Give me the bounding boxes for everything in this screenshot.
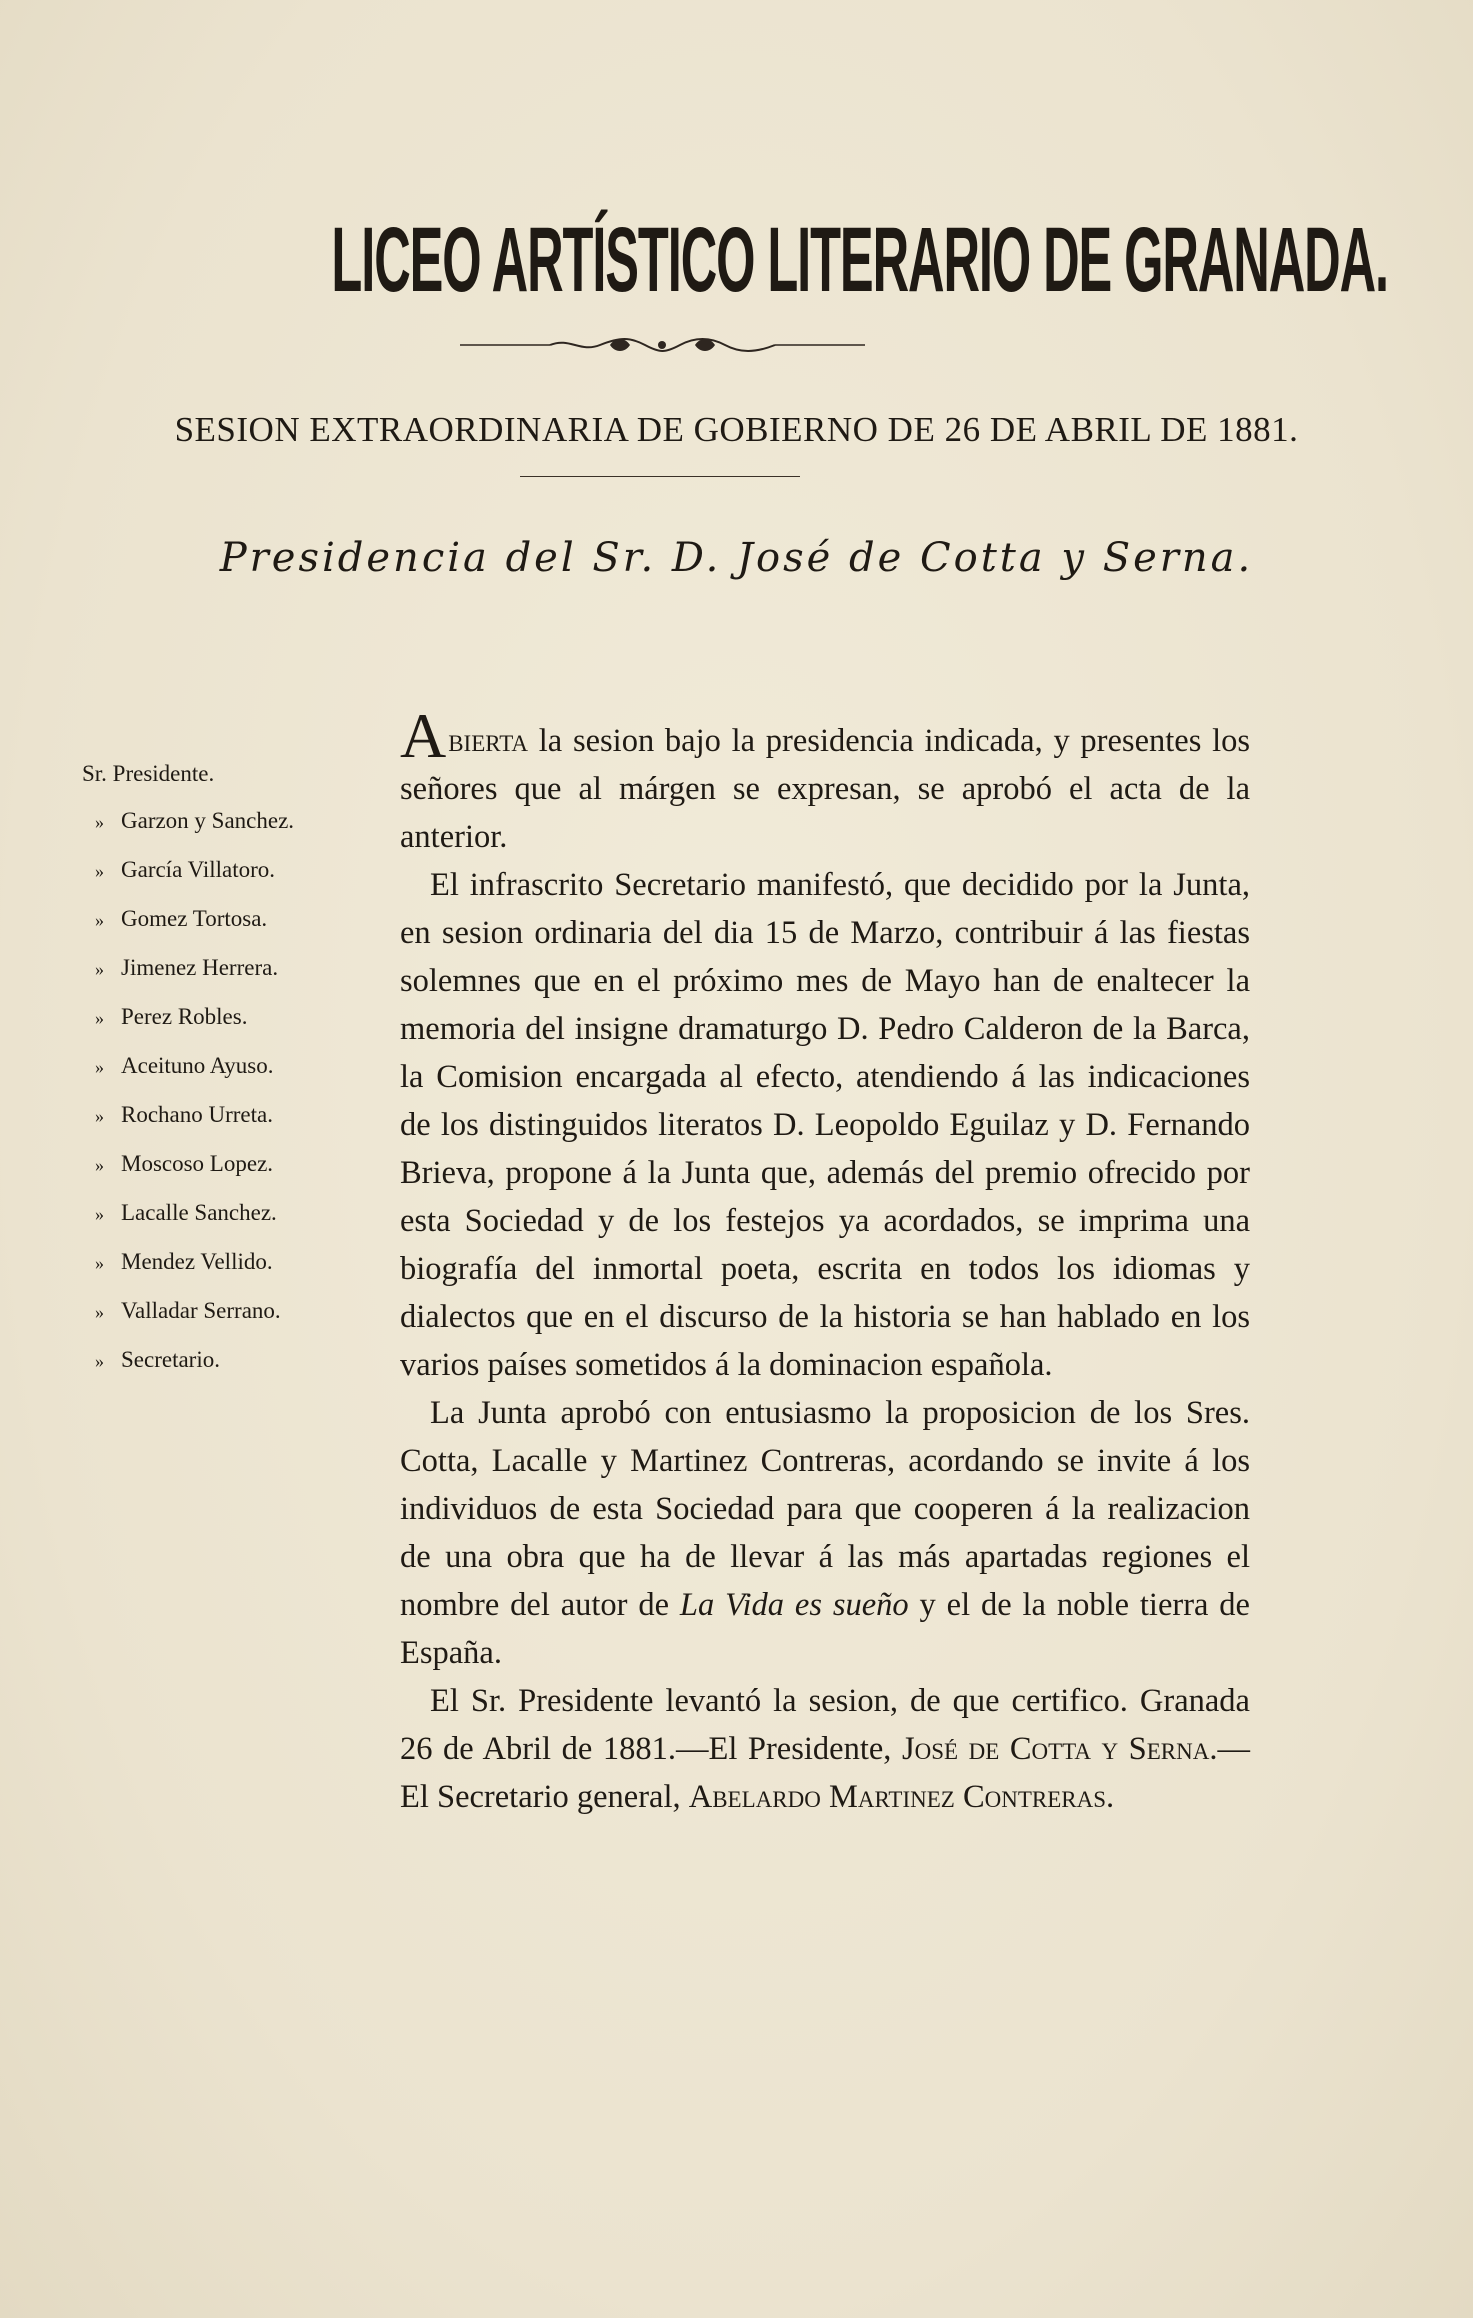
paragraph-closing: El Sr. Presidente levantó la sesion, de que certifico. Granada 26 de Abril de 1881.—El Presidente, José de Cotta y Serna.—El Secretario general, Abelardo Martinez Contreras. bbox=[400, 1683, 1250, 1815]
list-item: » García Villatoro. bbox=[95, 857, 276, 882]
work-title: La Vida es sueño bbox=[679, 1587, 909, 1623]
document-title: LICEO ARTÍSTICO LITERARIO DE GRANADA. bbox=[331, 209, 1388, 311]
session-subtitle: SESION EXTRAORDINARIA DE GOBIERNO DE 26 DE ABRIL DE 1881. bbox=[174, 410, 1299, 449]
list-item: » Secretario. bbox=[95, 1347, 220, 1372]
attendees-list bbox=[82, 750, 382, 1385]
ornament-divider-icon bbox=[460, 333, 865, 357]
list-item: » Aceituno Ayuso. bbox=[95, 1053, 274, 1078]
president-signature: José de Cotta y Serna bbox=[901, 1731, 1210, 1767]
paragraph-proposal: El infrascrito Secretario manifestó, que decidido por la Junta, en sesion ordinaria del dia 15 de Marzo, contribuir á las fiestas solemnes que en el próximo mes de Mayo han de enaltecer la memoria del insigne dramaturgo D. Pedro Calderon de la Barca, la Comision encargada al efecto, atendiendo á las indicaciones de los distinguidos literatos D. Leopoldo Eguilaz y D. Fernando Brieva, propone á la Junta que, además del premio ofrecido por esta Sociedad y de los festejos ya acordados, se imprima una biografía del inmortal poeta, escrita en todos los idiomas y dialectos que en el discurso de la historia se han hablado en los varios países sometidos á la dominacion española. bbox=[400, 867, 1250, 1383]
list-item: » Garzon y Sanchez. bbox=[95, 808, 295, 833]
divider-rule bbox=[520, 476, 800, 477]
minutes-body bbox=[400, 700, 1250, 1821]
paragraph-opening: Abierta la sesion bajo la presidencia indicada, y presentes los señores que al márgen se expresan, se aprobó el acta de la anterior. bbox=[400, 700, 1250, 855]
list-item: » Rochano Urreta. bbox=[95, 1102, 273, 1127]
secretary-signature: Abelardo Martinez Contreras bbox=[688, 1779, 1107, 1815]
presidency-line: Presidencia del Sr. D. José de Cotta y Serna. bbox=[219, 535, 1254, 581]
drop-cap: A bbox=[400, 700, 447, 771]
list-item: » Moscoso Lopez. bbox=[95, 1151, 274, 1176]
list-item: » Mendez Vellido. bbox=[95, 1249, 273, 1274]
attendee-president: Sr. Presidente. bbox=[82, 761, 215, 786]
list-item: » Lacalle Sanchez. bbox=[95, 1200, 277, 1225]
list-item: » Jimenez Herrera. bbox=[95, 955, 279, 980]
paragraph-approval: La Junta aprobó con entusiasmo la proposicion de los Sres. Cotta, Lacalle y Martinez Contreras, acordando se invite á los individuos de esta Sociedad para que cooperen á la realizacion de una obra que ha de llevar á las más apartadas regiones el nombre del autor de La Vida es sueño y el de la noble tierra de España. bbox=[400, 1395, 1250, 1671]
list-item: » Perez Robles. bbox=[95, 1004, 248, 1029]
list-item: » Valladar Serrano. bbox=[95, 1298, 281, 1323]
list-item: » Gomez Tortosa. bbox=[95, 906, 268, 931]
